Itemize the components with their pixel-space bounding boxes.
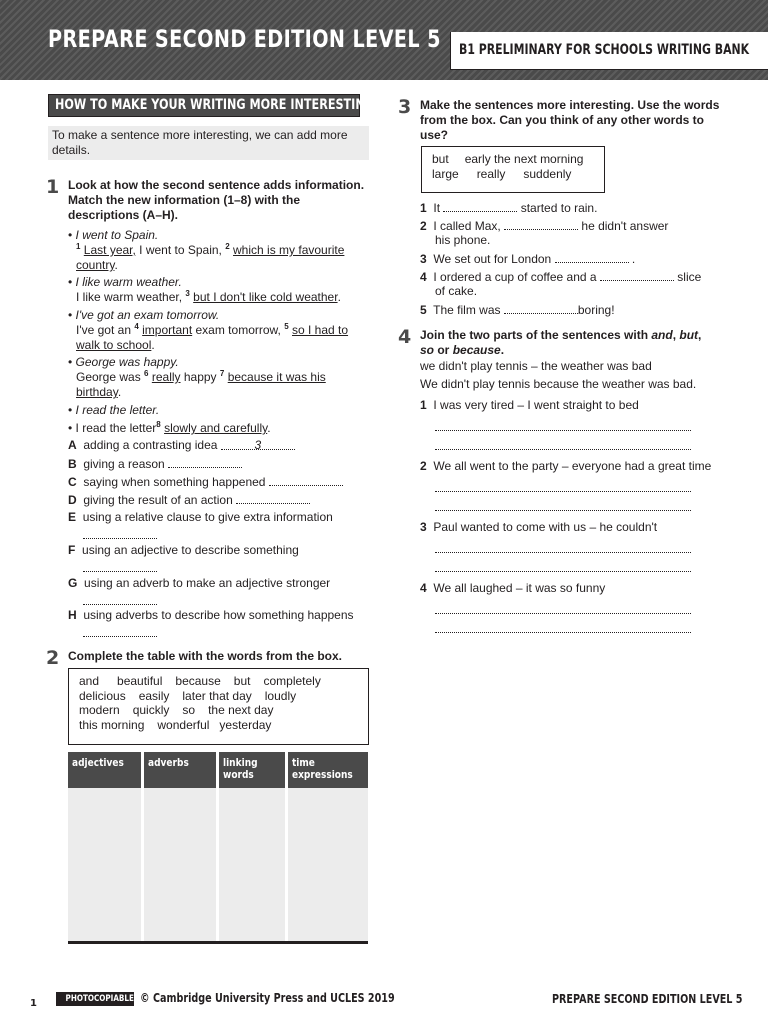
blank-3-3[interactable] bbox=[555, 251, 629, 263]
word-item: the next day bbox=[208, 703, 274, 717]
exercise-4-item-1: 1 I was very tired – I went straight to bed bbox=[420, 398, 639, 412]
description-d: D giving the result of an action bbox=[68, 492, 310, 508]
exercise-4-example-answer: We didn't play tennis because the weather was bad. bbox=[420, 377, 697, 391]
blank-3-1[interactable] bbox=[443, 200, 517, 212]
description-c: C saying when something happened bbox=[68, 474, 343, 490]
example-1-base: • I went to Spain. bbox=[68, 228, 159, 242]
description-e: E using a relative clause to give extra information bbox=[68, 510, 333, 524]
page-subtitle: B1 PRELIMINARY FOR SCHOOLS WRITING BANK bbox=[459, 42, 750, 58]
word-category-table bbox=[68, 752, 368, 944]
word-box-row bbox=[432, 167, 594, 182]
section-heading-text: HOW TO MAKE YOUR WRITING MORE INTERESTING bbox=[55, 97, 374, 113]
word-box-row bbox=[79, 674, 358, 689]
blank-3-2[interactable] bbox=[504, 218, 578, 230]
example-4-base: • George was happy. bbox=[68, 355, 179, 369]
section-heading bbox=[48, 94, 374, 117]
exercise-3-number: 3 bbox=[398, 96, 412, 118]
description-f: F using an adjective to describe something bbox=[68, 543, 299, 557]
word-item: large bbox=[432, 166, 459, 181]
answer-blank-h[interactable] bbox=[83, 636, 157, 637]
answer-blank-b[interactable] bbox=[168, 456, 242, 468]
example-1-expanded-cont: country. bbox=[76, 258, 118, 272]
table-header-adverbs: adverbs bbox=[144, 752, 216, 788]
blank-3-5[interactable] bbox=[504, 302, 578, 314]
exercise-1-number: 1 bbox=[46, 176, 60, 198]
word-box-row bbox=[79, 703, 358, 718]
description-a: A adding a contrasting idea 3 bbox=[68, 438, 295, 453]
example-3-expanded: I've got an $^4$ important exam tomorrow, $^5$ so I had to bbox=[76, 322, 349, 337]
photocopiable-badge: PHOTOCOPIABLE bbox=[56, 992, 134, 1006]
exercise-3-word-box bbox=[421, 146, 605, 193]
answer-blank-f[interactable] bbox=[83, 571, 157, 572]
description-b: B giving a reason bbox=[68, 456, 242, 472]
exercise-3-item-2: 2 I called Max, he didn't answer bbox=[420, 219, 669, 233]
page-title: PREPARE SECOND EDITION LEVEL 5 bbox=[48, 25, 441, 53]
word-box-row bbox=[432, 152, 594, 167]
word-item: suddenly bbox=[523, 166, 572, 181]
example-5-base: • I read the letter. bbox=[68, 403, 160, 417]
exercise-3-item-1: 1 It started to rain. bbox=[420, 201, 598, 215]
table-bottom-rule bbox=[68, 941, 368, 944]
answer-line-4-4a[interactable] bbox=[435, 613, 691, 614]
subtitle-box bbox=[450, 32, 768, 70]
copyright-text: © Cambridge University Press and UCLES 2019 bbox=[140, 991, 395, 1005]
exercise-4-example-prompt: we didn't play tennis – the weather was bad bbox=[420, 359, 652, 373]
exercise-3-item-5: 5 The film was boring! bbox=[420, 303, 615, 317]
exercise-2-number: 2 bbox=[46, 647, 60, 669]
table-header-linking-words: linking words bbox=[219, 752, 285, 788]
exercise-4-number: 4 bbox=[398, 326, 412, 348]
exercise-2-instruction: Complete the table with the words from the box. bbox=[68, 649, 343, 663]
table-header-adjectives: adjectives bbox=[68, 752, 141, 788]
exercise-3-item-2-cont: his phone. bbox=[435, 233, 491, 247]
answer-line-4-1b[interactable] bbox=[435, 449, 691, 450]
answer-blank-a[interactable]: 3 bbox=[221, 438, 295, 450]
exercise-4-item-4: 4 We all laughed – it was so funny bbox=[420, 581, 606, 595]
exercise-2-word-box bbox=[68, 668, 369, 745]
word-item: really bbox=[476, 166, 506, 181]
answer-line-4-3b[interactable] bbox=[435, 571, 691, 572]
word-item: but bbox=[432, 152, 449, 166]
exercise-4-item-3: 3 Paul wanted to come with us – he couldn't bbox=[420, 520, 658, 534]
answer-line-4-1a[interactable] bbox=[435, 430, 691, 431]
word-item: completely bbox=[263, 674, 321, 688]
table-header-time-expressions: time expressions bbox=[288, 752, 368, 788]
answer-line-4-3a[interactable] bbox=[435, 552, 691, 553]
word-item: modern bbox=[79, 703, 120, 717]
answer-blank-c[interactable] bbox=[269, 474, 343, 486]
page-header bbox=[0, 0, 768, 80]
exercise-1-instruction: Look at how the second sentence adds information. Match the new information (1–8) with the descriptions (A–H). bbox=[68, 178, 365, 222]
word-item: this morning bbox=[79, 717, 145, 732]
word-item: quickly bbox=[132, 703, 170, 717]
answer-blank-d[interactable] bbox=[236, 492, 310, 504]
word-item: yesterday bbox=[219, 717, 272, 732]
word-item: delicious bbox=[79, 688, 126, 703]
exercise-4-instruction: Join the two parts of the sentences with and, but, so or because. bbox=[420, 328, 702, 357]
example-1-expanded: $^1$ Last year, I went to Spain, $^2$ which is my favourite bbox=[76, 242, 345, 257]
answer-blank-g[interactable] bbox=[83, 604, 157, 605]
footer-level: PREPARE SECOND EDITION LEVEL 5 bbox=[552, 992, 743, 1006]
word-item: loudly bbox=[264, 688, 297, 703]
word-item: so bbox=[182, 703, 196, 717]
example-2-base: • I like warm weather. bbox=[68, 275, 182, 289]
example-4-expanded-cont: birthday. bbox=[76, 385, 122, 399]
word-item: later that day bbox=[182, 688, 252, 703]
word-item: because bbox=[175, 674, 221, 688]
answer-line-4-2a[interactable] bbox=[435, 491, 691, 492]
exercise-3-instruction: Make the sentences more interesting. Use the words from the box. Can you think of any other words to use? bbox=[420, 98, 720, 142]
page-number: 1 bbox=[30, 998, 37, 1009]
exercise-3-item-4-cont: of cake. bbox=[435, 284, 478, 298]
example-3-base: • I've got an exam tomorrow. bbox=[68, 308, 220, 322]
answer-line-4-2b[interactable] bbox=[435, 510, 691, 511]
word-item: beautiful bbox=[117, 674, 163, 688]
example-5-expanded: • I read the letter$^8$ slowly and carefully. bbox=[68, 420, 271, 435]
word-item: early the next morning bbox=[464, 152, 584, 166]
answer-blank-e[interactable] bbox=[83, 538, 157, 539]
description-g: G using an adverb to make an adjective stronger bbox=[68, 576, 331, 590]
word-item: but bbox=[233, 674, 251, 688]
word-item: and bbox=[79, 674, 100, 688]
example-3-expanded-cont: walk to school. bbox=[76, 338, 155, 352]
intro-box: To make a sentence more interesting, we can add more details. bbox=[48, 126, 369, 160]
word-item: easily bbox=[138, 688, 170, 703]
description-h: H using adverbs to describe how something happens bbox=[68, 608, 354, 622]
answer-line-4-4b[interactable] bbox=[435, 632, 691, 633]
word-box-row bbox=[79, 689, 358, 704]
exercise-3-item-3: 3 We set out for London . bbox=[420, 252, 636, 266]
exercise-4-item-2: 2 We all went to the party – everyone had a great time bbox=[420, 459, 712, 473]
example-4-expanded: George was $^6$ really happy $^7$ because it was his bbox=[76, 369, 326, 384]
example-2-expanded: I like warm weather, $^3$ but I don't like cold weather. bbox=[76, 289, 341, 304]
word-box-row bbox=[79, 718, 358, 733]
exercise-3-item-4: 4 I ordered a cup of coffee and a slice bbox=[420, 270, 702, 284]
word-item: wonderful bbox=[157, 717, 210, 732]
blank-3-4[interactable] bbox=[600, 269, 674, 281]
